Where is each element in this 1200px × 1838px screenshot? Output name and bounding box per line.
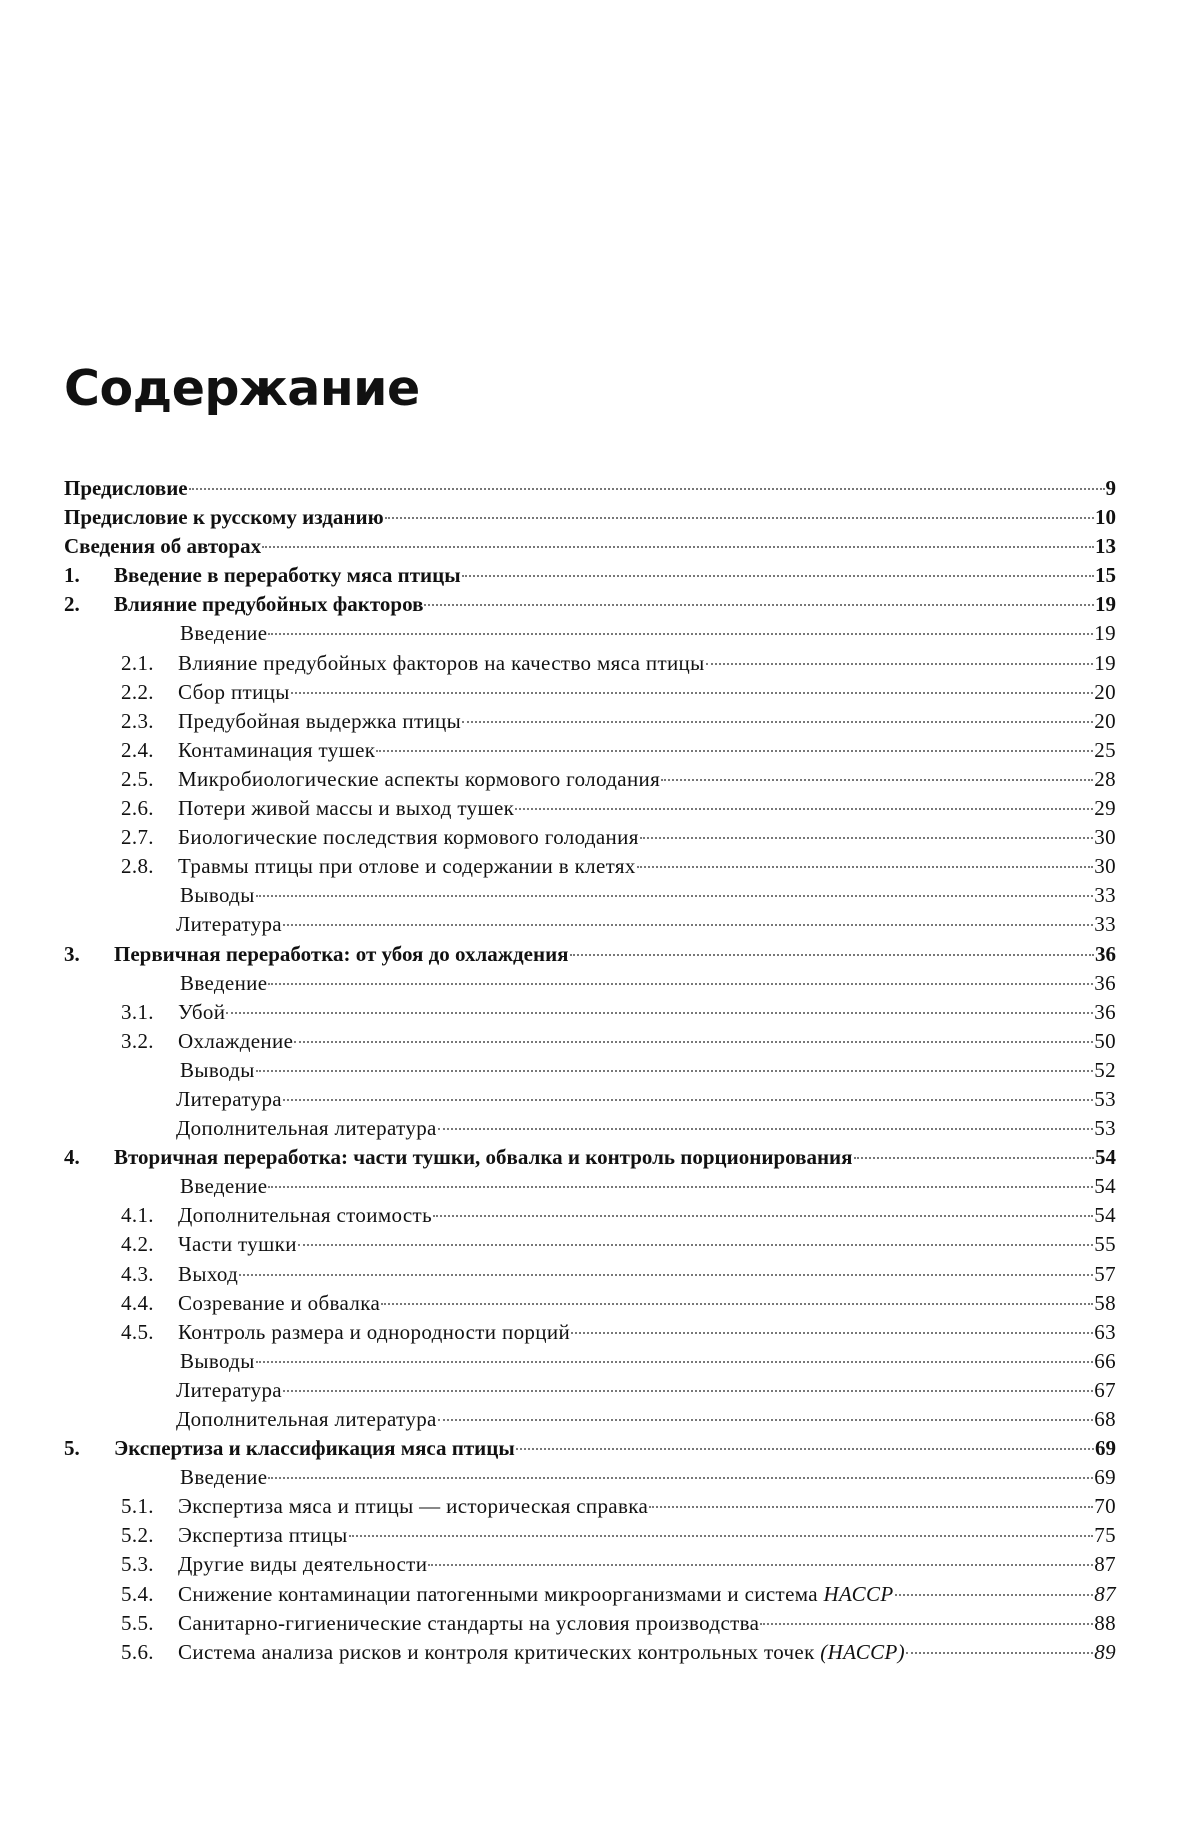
toc-entry[interactable] — [64, 794, 1116, 823]
toc-entry-page: 66 — [1094, 1348, 1116, 1373]
toc-entry-title: Введение — [180, 1174, 268, 1199]
toc-entry-title: Убой — [178, 999, 226, 1024]
toc-entry[interactable] — [64, 969, 1116, 998]
toc-entry-title: Введение в переработку мяса птицы — [114, 563, 461, 588]
toc-entry-page: 53 — [1094, 1116, 1116, 1141]
toc-entry-page: 87 — [1094, 1552, 1116, 1577]
dot-leader — [649, 1505, 1093, 1508]
toc-entry[interactable] — [64, 1580, 1116, 1609]
toc-entry[interactable] — [64, 678, 1116, 707]
toc-entry-page: 54 — [1094, 1203, 1116, 1228]
toc-entry[interactable] — [64, 998, 1116, 1027]
toc-entry-title: Дополнительная стоимость — [178, 1203, 433, 1228]
toc-entry-page: 10 — [1095, 505, 1116, 530]
toc-entry-number: 4.5. — [121, 1319, 154, 1344]
toc-entry[interactable] — [64, 1114, 1116, 1143]
toc-entry-page: 25 — [1094, 737, 1116, 762]
toc-entry[interactable] — [64, 823, 1116, 852]
dot-leader — [706, 662, 1094, 665]
toc-entry-title: Снижение контаминации патогенными микроорганизмами и система НАССР — [178, 1581, 894, 1606]
dot-leader — [433, 1214, 1093, 1217]
toc-entry[interactable] — [64, 910, 1116, 939]
toc-entry-page: 13 — [1095, 534, 1116, 559]
dot-leader — [189, 487, 1105, 490]
toc-entry[interactable] — [64, 736, 1116, 765]
toc-entry[interactable] — [64, 619, 1116, 648]
toc-entry-number: 4.2. — [121, 1232, 154, 1257]
toc-entry-title: Введение — [180, 1465, 268, 1490]
dot-leader — [424, 603, 1094, 606]
toc-entry-number: 2.7. — [121, 825, 154, 850]
toc-entry-number: 4. — [64, 1145, 80, 1170]
dot-leader — [515, 807, 1093, 810]
toc-entry-page: 9 — [1105, 476, 1116, 500]
toc-entry[interactable] — [64, 1230, 1116, 1259]
toc-entry-title: Влияние предубойных факторов — [114, 592, 424, 617]
dot-leader — [462, 720, 1093, 723]
toc-entry-page: 53 — [1094, 1086, 1116, 1111]
toc-entry-title: Литература — [176, 1086, 282, 1111]
toc-entry-page: 30 — [1094, 854, 1116, 879]
toc-entry-page: 55 — [1094, 1232, 1116, 1257]
dot-leader — [268, 1476, 1093, 1479]
toc-entry-page: 28 — [1094, 766, 1116, 791]
toc-entry[interactable] — [64, 852, 1116, 881]
toc-entry[interactable] — [64, 1638, 1116, 1667]
dot-leader — [283, 1389, 1093, 1392]
dot-leader — [438, 1418, 1094, 1421]
dot-leader — [268, 1185, 1093, 1188]
dot-leader — [349, 1534, 1094, 1537]
toc-entry-number: 5.6. — [121, 1639, 154, 1664]
toc-entry-page: 33 — [1094, 912, 1116, 937]
toc-entry-number: 3.1. — [121, 999, 154, 1024]
dot-leader — [462, 574, 1094, 577]
toc-entry-title: Потери живой массы и выход тушек — [178, 796, 515, 821]
toc-entry-number: 2.8. — [121, 854, 154, 879]
toc-entry-page: 63 — [1094, 1319, 1116, 1344]
dot-leader — [298, 1243, 1093, 1246]
toc-entry-page: 70 — [1094, 1494, 1116, 1519]
dot-leader — [294, 1040, 1093, 1043]
toc-entry-title: Контроль размера и однородности порций — [178, 1319, 571, 1344]
page-title: Содержание — [64, 360, 420, 417]
toc-entry-title: Экспертиза и классификация мяса птицы — [114, 1436, 515, 1461]
toc-entry-title: Предисловие — [64, 476, 188, 500]
toc-entry[interactable] — [64, 1143, 1116, 1172]
toc-entry-number: 2.2. — [121, 679, 154, 704]
toc-entry-page: 88 — [1094, 1610, 1116, 1635]
toc-entry[interactable] — [64, 1172, 1116, 1201]
toc-entry-number: 5.1. — [121, 1494, 154, 1519]
dot-leader — [262, 545, 1094, 548]
toc-entry[interactable] — [64, 590, 1116, 619]
toc-entry-page: 20 — [1094, 708, 1116, 733]
toc-entry-page: 52 — [1094, 1057, 1116, 1082]
table-of-contents — [64, 474, 1116, 1667]
toc-entry-title: Контаминация тушек — [178, 737, 376, 762]
dot-leader — [516, 1447, 1094, 1450]
toc-entry-title: Предубойная выдержка птицы — [178, 708, 462, 733]
toc-entry-number: 5.4. — [121, 1581, 154, 1606]
toc-entry[interactable] — [64, 707, 1116, 736]
toc-entry-title: Литература — [176, 1377, 282, 1402]
toc-entry[interactable] — [64, 1289, 1116, 1318]
toc-entry[interactable] — [64, 1405, 1116, 1434]
dot-leader — [854, 1156, 1094, 1159]
toc-entry-page: 54 — [1095, 1145, 1116, 1170]
toc-entry[interactable] — [64, 1609, 1116, 1638]
toc-entry-number: 4.1. — [121, 1203, 154, 1228]
dot-leader — [291, 691, 1094, 694]
toc-entry-title: Экспертиза птицы — [178, 1523, 348, 1548]
dot-leader — [268, 982, 1093, 985]
toc-entry-page: 30 — [1094, 825, 1116, 850]
toc-entry-page: 54 — [1094, 1174, 1116, 1199]
toc-entry-page: 20 — [1094, 679, 1116, 704]
toc-entry-page: 19 — [1094, 650, 1116, 675]
toc-entry[interactable] — [64, 1463, 1116, 1492]
toc-entry-number: 2.4. — [121, 737, 154, 762]
dot-leader — [661, 778, 1093, 781]
toc-entry-title: Выводы — [180, 883, 255, 908]
toc-entry-page: 58 — [1094, 1290, 1116, 1315]
toc-entry-title: Введение — [180, 970, 268, 995]
toc-entry-page: 36 — [1094, 999, 1116, 1024]
toc-entry[interactable] — [64, 1027, 1116, 1056]
toc-entry-title: Литература — [176, 912, 282, 937]
dot-leader — [381, 1302, 1093, 1305]
toc-entry-page: 19 — [1094, 621, 1116, 646]
toc-entry-number: 3. — [64, 941, 80, 966]
dot-leader — [239, 1273, 1093, 1276]
dot-leader — [226, 1011, 1093, 1014]
toc-entry-number: 5.3. — [121, 1552, 154, 1577]
toc-entry-title: Система анализа рисков и контроля критических контрольных точек (НАССР) — [178, 1639, 905, 1664]
toc-entry-title: Влияние предубойных факторов на качество мяса птицы — [178, 650, 705, 675]
dot-leader — [640, 836, 1094, 839]
dot-leader — [760, 1622, 1093, 1625]
toc-entry[interactable] — [64, 561, 1116, 590]
dot-leader — [571, 1331, 1093, 1334]
toc-entry-title: Биологические последствия кормового голодания — [178, 825, 639, 850]
toc-entry-title: Экспертиза мяса и птицы — историческая справка — [178, 1494, 649, 1519]
toc-entry-title: Выход — [178, 1261, 239, 1286]
dot-leader — [376, 749, 1093, 752]
toc-entry-title: Созревание и обвалка — [178, 1290, 381, 1315]
toc-entry[interactable] — [64, 1521, 1116, 1550]
toc-entry[interactable] — [64, 765, 1116, 794]
toc-entry-title: Сведения об авторах — [64, 534, 262, 559]
toc-entry-number: 2.5. — [121, 766, 154, 791]
dot-leader — [637, 865, 1094, 868]
toc-entry-page: 36 — [1095, 941, 1116, 966]
toc-entry-title: Выводы — [180, 1348, 255, 1373]
toc-entry-title: Охлаждение — [178, 1028, 294, 1053]
toc-entry[interactable] — [64, 1201, 1116, 1230]
toc-entry-page: 89 — [1094, 1639, 1116, 1664]
toc-entry-page: 33 — [1094, 883, 1116, 908]
toc-entry-number: 5. — [64, 1436, 80, 1461]
toc-entry-number: 5.2. — [121, 1523, 154, 1548]
toc-entry[interactable] — [64, 1376, 1116, 1405]
toc-entry[interactable] — [64, 503, 1116, 532]
toc-entry-page: 68 — [1094, 1407, 1116, 1431]
toc-entry-number: 2.1. — [121, 650, 154, 675]
toc-entry-title: Выводы — [180, 1057, 255, 1082]
toc-entry-title: Микробиологические аспекты кормового голодания — [178, 766, 661, 791]
dot-leader — [256, 1360, 1094, 1363]
toc-entry-title: Введение — [180, 621, 268, 646]
toc-entry[interactable] — [64, 1434, 1116, 1463]
toc-entry[interactable] — [64, 1056, 1116, 1085]
toc-entry[interactable] — [64, 940, 1116, 969]
toc-entry[interactable] — [64, 532, 1116, 561]
toc-entry-title: Санитарно-гигиенические стандарты на условия производства — [178, 1610, 760, 1635]
toc-entry[interactable] — [64, 1347, 1116, 1376]
toc-entry-page: 75 — [1094, 1523, 1116, 1548]
toc-entry[interactable] — [64, 474, 1116, 503]
toc-entry[interactable] — [64, 1085, 1116, 1114]
dot-leader — [283, 1098, 1093, 1101]
toc-entry-title: Другие виды деятельности — [178, 1552, 428, 1577]
toc-entry-page: 29 — [1094, 796, 1116, 821]
toc-entry-number: 5.5. — [121, 1610, 154, 1635]
dot-leader — [906, 1651, 1093, 1654]
toc-entry-number: 1. — [64, 563, 80, 588]
dot-leader — [256, 1069, 1094, 1072]
toc-entry-number: 2.3. — [121, 708, 154, 733]
toc-entry-number: 4.4. — [121, 1290, 154, 1315]
toc-entry-title: Дополнительная литература — [176, 1407, 437, 1431]
dot-leader — [268, 632, 1093, 635]
dot-leader — [895, 1593, 1094, 1596]
toc-entry-page: 57 — [1094, 1261, 1116, 1286]
toc-entry-number: 4.3. — [121, 1261, 154, 1286]
toc-entry-title: Предисловие к русскому изданию — [64, 505, 384, 530]
toc-entry-title: Сбор птицы — [178, 679, 290, 704]
toc-entry-page: 36 — [1094, 970, 1116, 995]
toc-entry-title: Первичная переработка: от убоя до охлаждения — [114, 941, 569, 966]
dot-leader — [438, 1127, 1094, 1130]
dot-leader — [256, 894, 1094, 897]
toc-entry[interactable] — [64, 649, 1116, 678]
toc-entry-page: 87 — [1094, 1581, 1116, 1606]
dot-leader — [385, 516, 1094, 519]
toc-entry-page: 15 — [1095, 563, 1116, 588]
toc-entry[interactable] — [64, 1318, 1116, 1347]
toc-entry[interactable] — [64, 1550, 1116, 1579]
toc-entry[interactable] — [64, 881, 1116, 910]
toc-entry-title: Дополнительная литература — [176, 1116, 437, 1141]
toc-entry-page: 69 — [1094, 1465, 1116, 1490]
toc-entry-title: Травмы птицы при отлове и содержании в клетях — [178, 854, 636, 879]
toc-entry-page: 19 — [1095, 592, 1116, 617]
dot-leader — [283, 923, 1093, 926]
toc-entry-page: 69 — [1095, 1436, 1116, 1461]
toc-entry-page: 67 — [1094, 1377, 1116, 1402]
toc-entry[interactable] — [64, 1492, 1116, 1521]
toc-entry-number: 3.2. — [121, 1028, 154, 1053]
dot-leader — [428, 1563, 1093, 1566]
dot-leader — [570, 953, 1094, 956]
toc-entry[interactable] — [64, 1260, 1116, 1289]
toc-entry-title: Части тушки — [178, 1232, 297, 1257]
toc-entry-number: 2.6. — [121, 796, 154, 821]
toc-entry-number: 2. — [64, 592, 80, 617]
toc-entry-title: Вторичная переработка: части тушки, обвалка и контроль порционирования — [114, 1145, 853, 1170]
toc-entry-page: 50 — [1094, 1028, 1116, 1053]
